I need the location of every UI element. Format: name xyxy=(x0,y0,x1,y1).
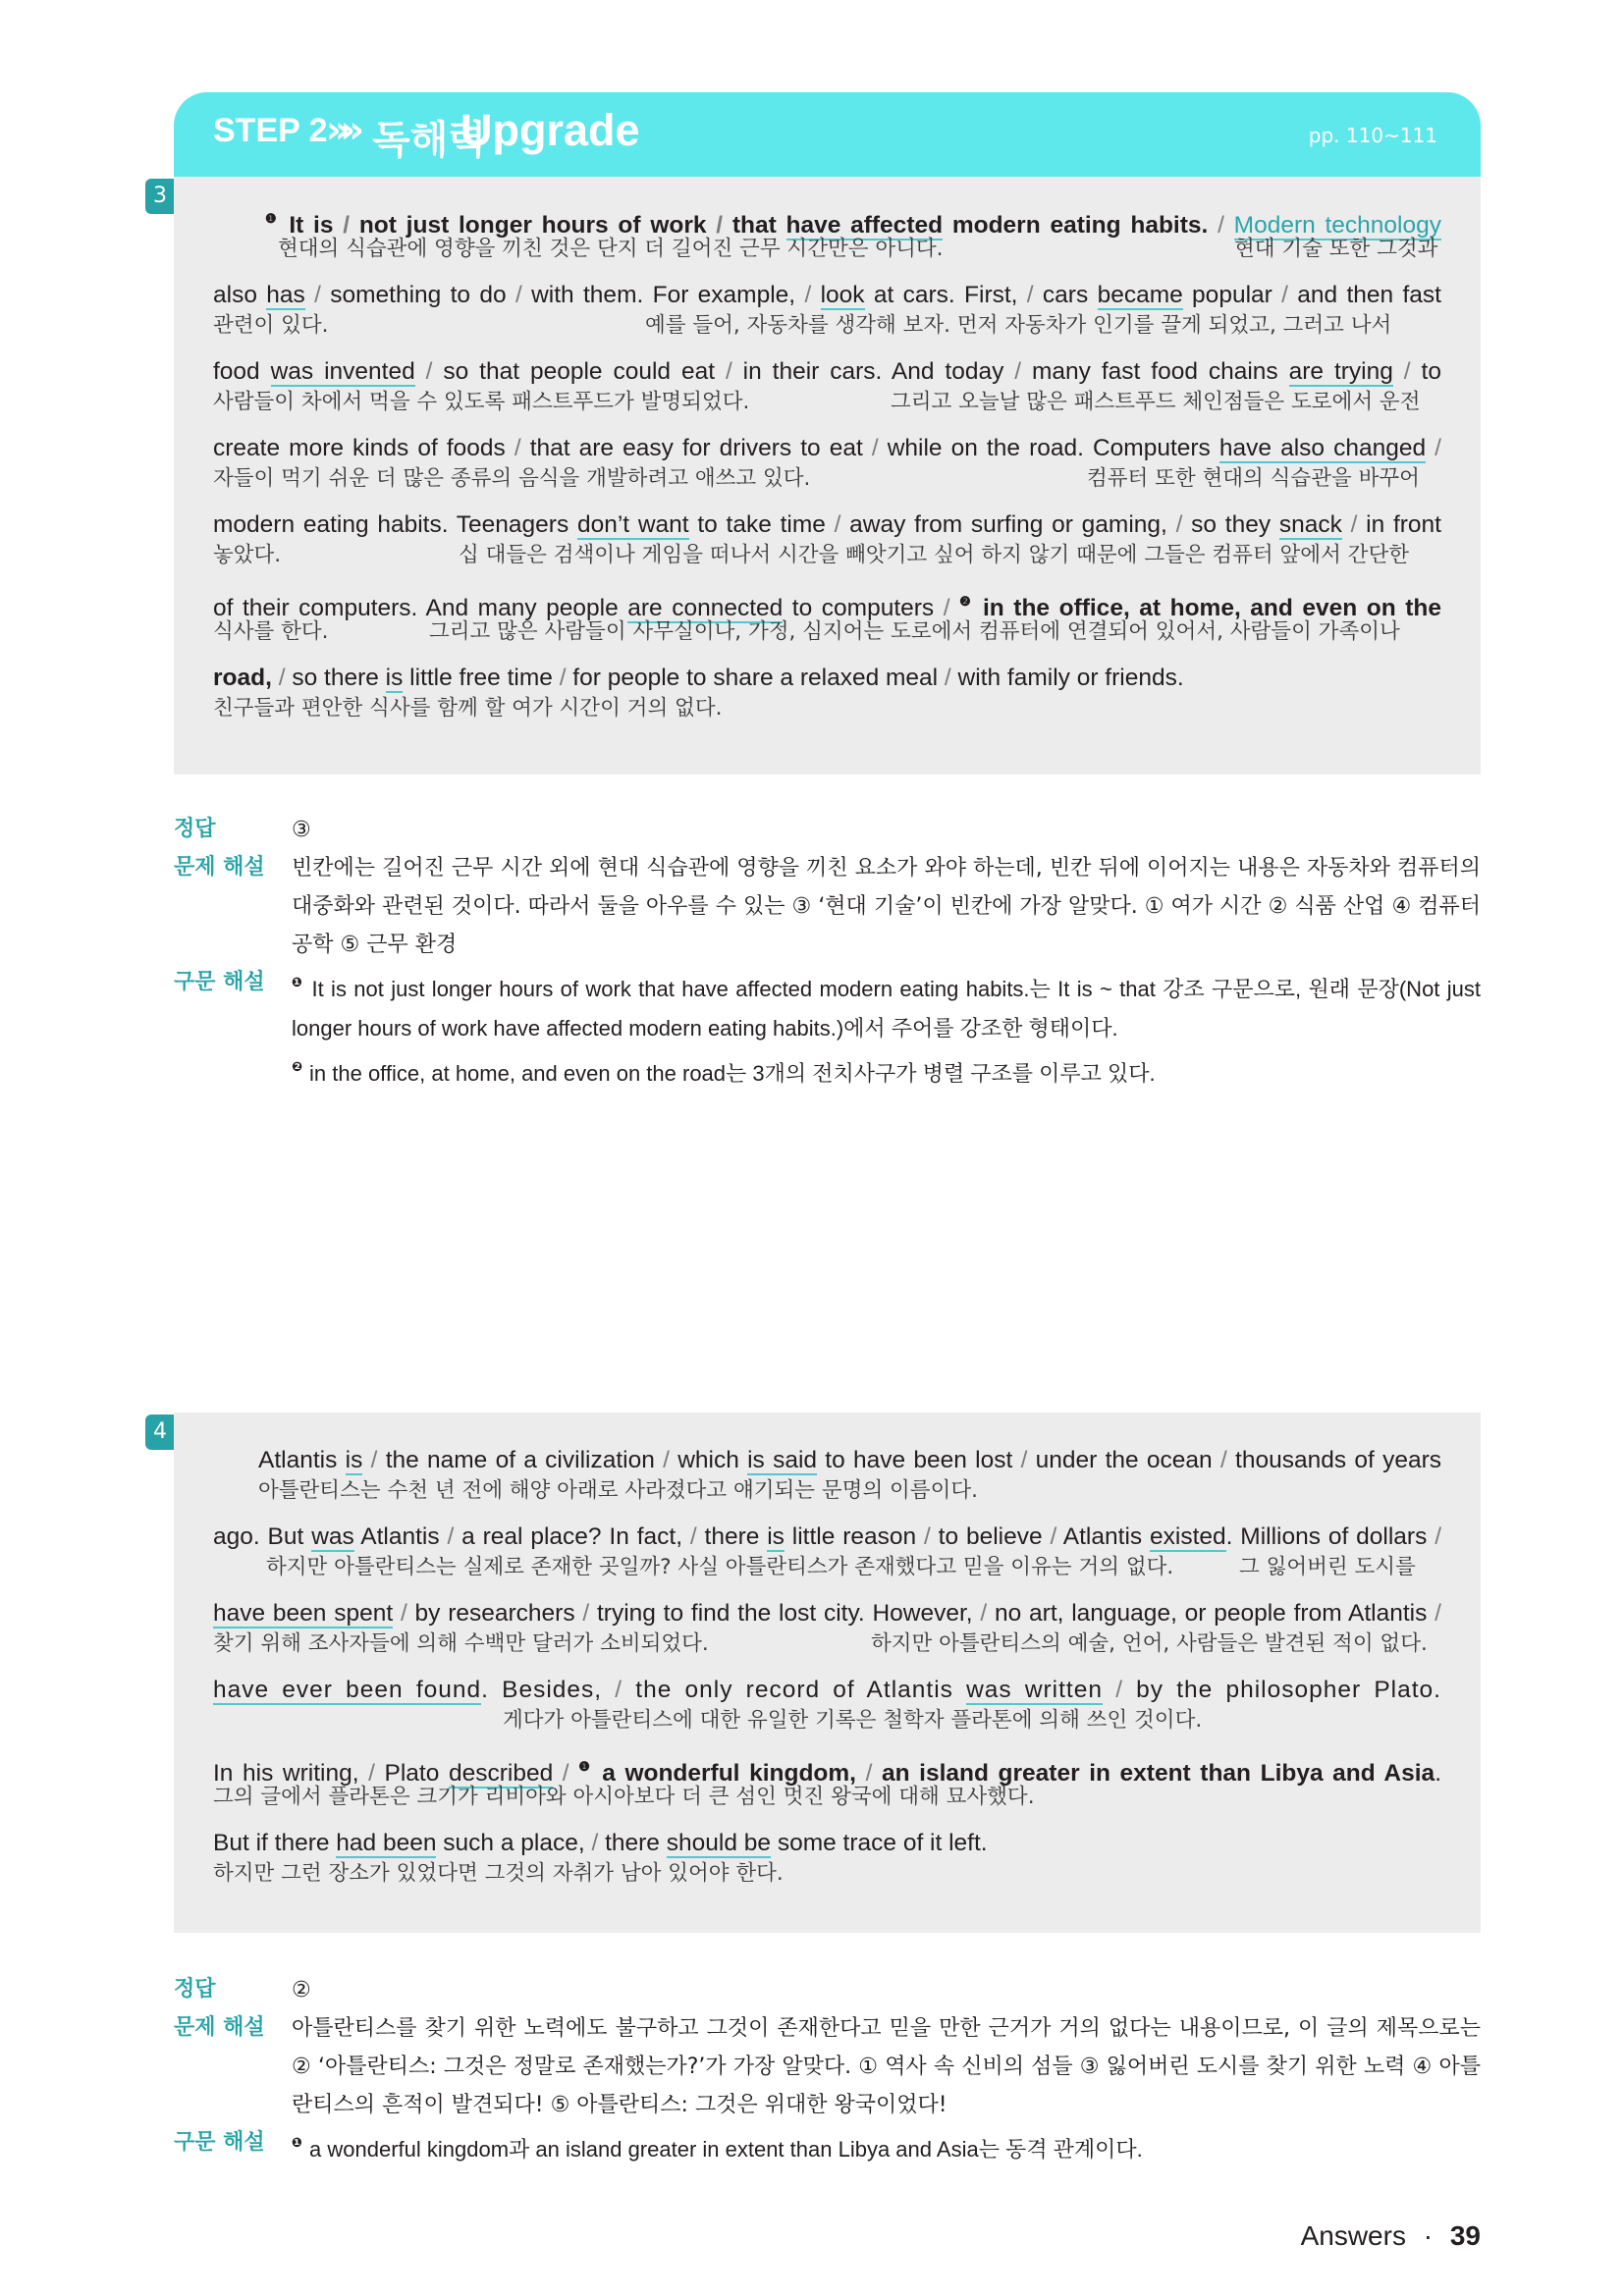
answer-row xyxy=(174,811,1481,849)
answer-value: ③ xyxy=(292,818,311,842)
translation-line: 그의 글에서 플라톤은 크기가 리비아와 아시아보다 더 큰 섬인 멋진 왕국에 대해 묘사했다. xyxy=(213,1785,1035,1809)
passage-line: $^❶$ It is / not just longer hours of work / that have affected modern eating habits. / Modern technology xyxy=(262,211,1441,239)
translation-line: 사람들이 차에서 먹을 수 있도록 패스트푸드가 발명되었다. 그리고 오늘날 많은 패스트푸드 체인점들은 도로에서 운전 xyxy=(213,390,1421,414)
passage-line: food was invented / so that people could eat / in their cars. And today / many fast food chains are trying / to xyxy=(213,358,1441,385)
answer-row xyxy=(174,1971,1481,2009)
passage-line: also has / something to do / with them. For example, / look at cars. First, / cars became popular / and then fast xyxy=(213,282,1441,308)
syntax-note-1: a wonderful kingdom과 an island greater in extent than Libya and Asia는 동격 관계이다. xyxy=(309,2137,1143,2162)
explanation-label: 문제 해설 xyxy=(174,855,265,880)
header-title-kr: 독해력 xyxy=(372,118,486,163)
passage-3 xyxy=(174,177,1481,774)
syntax-note-2: in the office, at home, and even on the road는 3개의 전치사구가 병렬 구조를 이루고 있다. xyxy=(309,1061,1156,1086)
passage-line: In his writing, / Plato described / $^❶$ a wonderful kingdom, / an island greater in extent than Libya and Asia. xyxy=(213,1759,1441,1787)
passage-line: ago. But was Atlantis / a real place? In fact, / there is little reason / to believe / Atlantis existed. Millions of dollars / xyxy=(213,1523,1441,1550)
answer-section-3 xyxy=(174,811,1481,1094)
passage-line: have been spent / by researchers / trying to find the lost city. However, / no art, language, or people from Atlantis / xyxy=(213,1600,1441,1627)
answer-section-4 xyxy=(174,1971,1481,2169)
translation-line: 관련이 있다. 예를 들어, 자동차를 생각해 보자. 먼저 자동차가 인기를 끌게 되었고, 그러고 나서 xyxy=(213,313,1392,338)
header-title-en: Upgrade xyxy=(460,105,640,155)
passage-line: But if there had been such a place, / there should be some trace of it left. xyxy=(213,1830,988,1856)
syntax-label: 구문 해설 xyxy=(174,2130,265,2155)
answer-label: 정답 xyxy=(174,817,216,841)
translation-line: 놓았다. 십 대들은 검색이나 게임을 떠나서 시간을 빼앗기고 싶어 하지 않기 때문에 그들은 컴퓨터 앞에서 간단한 xyxy=(213,543,1409,567)
passage-line: road, / so there is little free time / for people to share a relaxed meal / with family or friends. xyxy=(213,665,1184,691)
translation-line: 게다가 아틀란티스에 대한 유일한 기록은 철학자 플라톤에 의해 쓰인 것이다. xyxy=(503,1708,1203,1733)
passage-line: Atlantis is / the name of a civilization / which is said to have been lost / under the ocean / thousands of years xyxy=(258,1447,1441,1473)
page-number: 39 xyxy=(1449,2220,1481,2251)
passage-line: of their computers. And many people are connected to computers / $^❷$ in the office, at home, and even on the xyxy=(213,594,1442,621)
answer-label: 정답 xyxy=(174,1977,216,2002)
syntax-row: 구문 해설 $^❶$ It is not just longer hours of work that have affected modern eating habits.는 It is ~ that 강조 구문으로, 원래 문장(Not just longer hours of work have affected modern eating habits.)에서 주어를 강조한 형태이다. $^❷$ in the office, at home, and even on the road는 3개의 전치사구가 병렬 구조를 이루고 있다. xyxy=(174,964,1481,1094)
passage-4 xyxy=(174,1413,1481,1933)
translation-line: 식사를 한다. 그리고 많은 사람들이 사무실이나, 가정, 심지어는 도로에서 컴퓨터에 연결되어 있어서, 사람들이 가족이나 xyxy=(213,619,1400,644)
syntax-row: 구문 해설 $^❶$ a wonderful kingdom과 an island greater in extent than Libya and Asia는 동격 관계이다. xyxy=(174,2124,1481,2169)
question-number-3: 3 xyxy=(145,179,175,214)
translation-line: 친구들과 편안한 식사를 함께 할 여가 시간이 거의 없다. xyxy=(213,696,723,721)
footer-label: Answers xyxy=(1300,2220,1406,2251)
answer-value: ② xyxy=(292,1978,311,2002)
explanation-label: 문제 해설 xyxy=(174,2015,265,2040)
syntax-label: 구문 해설 xyxy=(174,970,265,994)
syntax-note-1: It is not just longer hours of work that have affected modern eating habits.는 It is ~ that 강조 구문으로, 원래 문장(Not just longer hours of work have affected modern eating habits.)에서 주어를 강조한 형태이다. xyxy=(292,977,1481,1041)
explanation-row xyxy=(174,2009,1481,2124)
step-header xyxy=(174,92,1481,177)
explanation-text: 빈칸에는 길어진 근무 시간 외에 현대 식습관에 영향을 끼친 요소가 와야 하는데, 빈칸 뒤에 이어지는 내용은 자동차와 컴퓨터의 대중화와 관련된 것이다. 따라서 둘을 아우를 수 있는 ③ ‘현대 기술’이 빈칸에 가장 알맞다. ① 여가 시간 ② 식품 산업 ④ 컴퓨터 공학 ⑤ 근무 환경 xyxy=(292,856,1481,957)
translation-line: 하지만 아틀란티스는 실제로 존재한 곳일까? 사실 아틀란티스가 존재했다고 믿을 이유는 거의 없다. 그 잃어버린 도시를 xyxy=(266,1555,1416,1579)
translation-line: 현대의 식습관에 영향을 끼친 것은 단지 더 길어진 근무 시간만은 아니다. 현대 기술 또한 그것과 xyxy=(278,237,1438,261)
double-chevron-icon: »» xyxy=(326,108,355,151)
passage-line: create more kinds of foods / that are easy for drivers to eat / while on the road. Computers have also changed / xyxy=(213,435,1441,461)
translation-line: 찾기 위해 조사자들에 의해 수백만 달러가 소비되었다. 하지만 아틀란티스의 예술, 언어, 사람들은 발견된 적이 없다. xyxy=(213,1631,1428,1656)
explanation-text: 아틀란티스를 찾기 위한 노력에도 불구하고 그것이 존재한다고 믿을 만한 근거가 거의 없다는 내용이므로, 이 글의 제목으로는 ② ‘아틀란티스: 그것은 정말로 존재했는가?’가 가장 알맞다. ① 역사 속 신비의 섬들 ③ 잃어버린 도시를 찾기 위한 노력 ④ 아틀란티스의 흔적이 발견되다! ⑤ 아틀란티스: 그것은 위대한 왕국이었다! xyxy=(292,2016,1481,2117)
translation-line: 하지만 그런 장소가 있었다면 그것의 자취가 남아 있어야 한다. xyxy=(213,1861,784,1886)
passage-line: have ever been found. Besides, / the only record of Atlantis was written / by the philosopher Plato. xyxy=(213,1677,1441,1703)
footer-dot: · xyxy=(1423,2220,1434,2251)
question-number-4: 4 xyxy=(145,1415,175,1450)
page-footer xyxy=(1301,2220,1481,2252)
translation-line: 자들이 먹기 쉬운 더 많은 종류의 음식을 개발하려고 애쓰고 있다. 컴퓨터 또한 현대의 식습관을 바꾸어 xyxy=(213,466,1420,491)
step-label: STEP 2 xyxy=(213,112,328,149)
explanation-row xyxy=(174,849,1481,964)
translation-line: 아틀란티스는 수천 년 전에 해양 아래로 사라졌다고 얘기되는 문명의 이름이다. xyxy=(258,1478,978,1503)
page-range: pp. 110~111 xyxy=(1308,124,1437,147)
passage-line: modern eating habits. Teenagers don’t want to take time / away from surfing or gaming, / so they snack / in front xyxy=(213,511,1441,538)
